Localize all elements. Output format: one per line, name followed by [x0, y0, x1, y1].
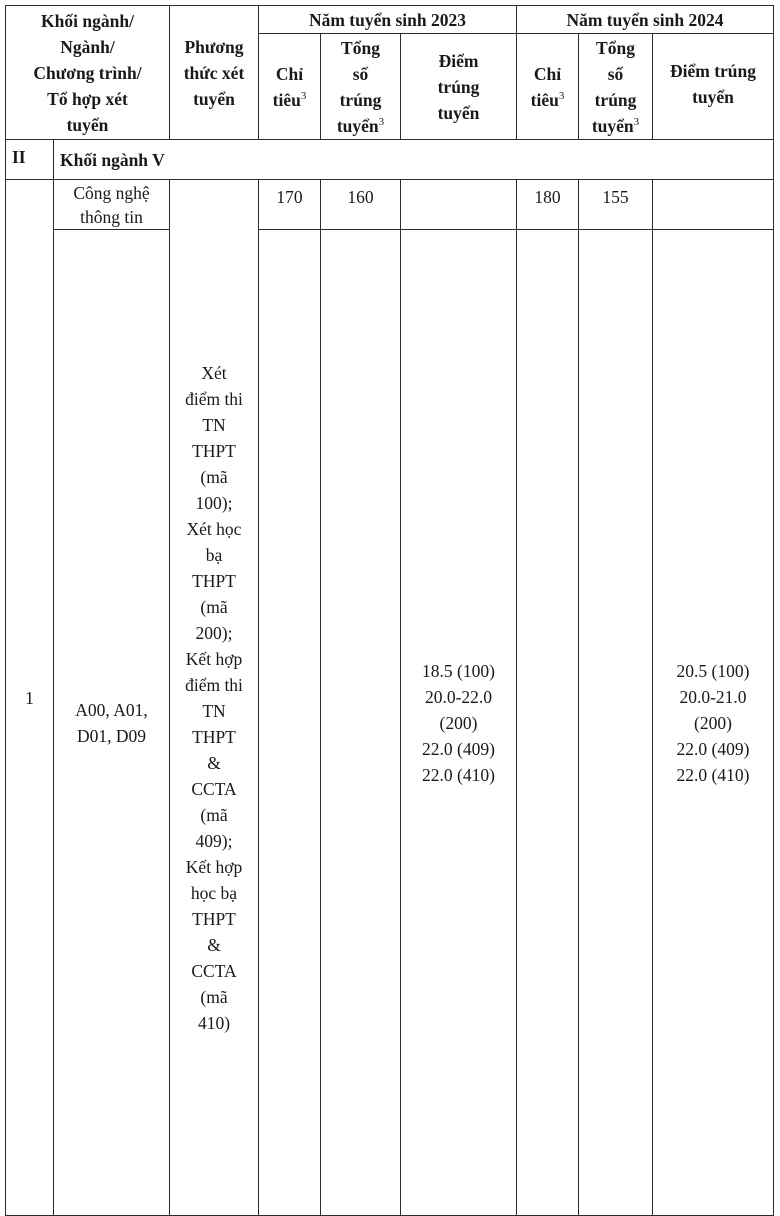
- total-2023-detail: [321, 230, 401, 1216]
- row-index: 1: [6, 180, 54, 1216]
- header-year-2023: Năm tuyển sinh 2023: [259, 6, 517, 34]
- quota-2023-detail: [259, 230, 321, 1216]
- quota-2024-detail: [517, 230, 579, 1216]
- admission-method: Xét điểm thi TN THPT (mã 100); Xét học bạ THPT (mã 200); Kết hợp điểm thi TN THPT & CCTA (mã 409); Kết hợp học bạ THPT & CCTA (mã 410): [170, 180, 259, 1216]
- admission-table: [5, 5, 774, 1216]
- total-2024-detail: [579, 230, 653, 1216]
- header-total-2024: Tổng số trúng tuyển$^3$: [579, 34, 653, 140]
- score-2024: 20.5 (100) 20.0-21.0 (200) 22.0 (409) 22.0 (410): [653, 230, 774, 1216]
- total-2023: 160: [321, 180, 401, 230]
- score-2023-major: [401, 180, 517, 230]
- header-score-2024: Điểm trúng tuyển: [653, 34, 774, 140]
- header-program: Khối ngành/ Ngành/ Chương trình/ Tổ hợp xét tuyển: [6, 6, 170, 140]
- quota-2023: 170: [259, 180, 321, 230]
- score-2024-major: [653, 180, 774, 230]
- major-name: Công nghệ thông tin: [54, 180, 170, 230]
- header-quota-2024: Chỉ tiêu$^3$: [517, 34, 579, 140]
- header-total-2023: Tổng số trúng tuyển$^3$: [321, 34, 401, 140]
- header-quota-2023: Chỉ tiêu$^3$: [259, 34, 321, 140]
- subject-combos: A00, A01, D01, D09: [54, 230, 170, 1216]
- header-method: Phương thức xét tuyển: [170, 6, 259, 140]
- section-title: Khối ngành V: [54, 140, 774, 180]
- score-2023: 18.5 (100) 20.0-22.0 (200) 22.0 (409) 22.0 (410): [401, 230, 517, 1216]
- total-2024: 155: [579, 180, 653, 230]
- header-year-2024: Năm tuyển sinh 2024: [517, 6, 774, 34]
- header-score-2023: Điểm trúng tuyển: [401, 34, 517, 140]
- section-roman: II: [6, 140, 54, 180]
- quota-2024: 180: [517, 180, 579, 230]
